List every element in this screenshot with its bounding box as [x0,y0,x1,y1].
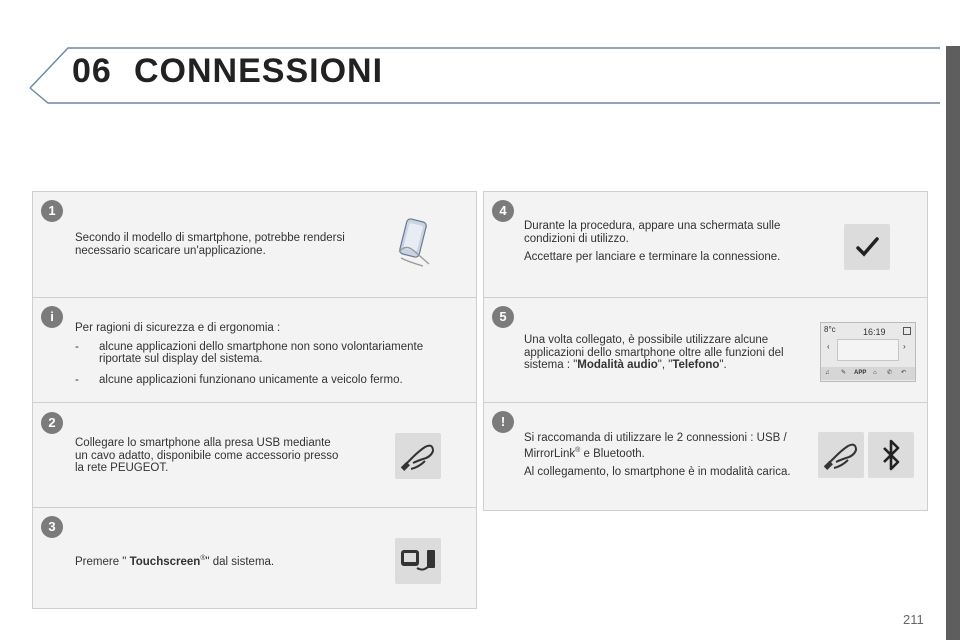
screen-bottom-bar [821,367,915,380]
step-2-text: Collegare lo smartphone alla presa USB mediante un cavo adatto, disponibile come accessorio presso la rete PEUGEOT. [75,437,339,474]
back-icon: ↶ [901,370,907,376]
bullet-dash: - [75,373,79,386]
screen-menu-icon [903,327,911,335]
warning-paragraph-1 [524,432,794,460]
list-item [75,374,467,387]
list-item [75,341,467,366]
chevron-left-icon: ‹ [827,342,830,351]
info-list [75,341,467,387]
list-item-text: alcune applicazioni funzionano unicamente a veicolo fermo. [99,373,403,386]
divider [33,297,476,298]
step-badge-5: 5 [492,306,514,328]
phone-icon: ✆ [887,370,893,376]
step-4-paragraph-2: Accettare per lanciare e terminare la connessione. [524,251,781,263]
usb-cable-icon [818,432,864,478]
page-number: 211 [903,612,924,627]
registered-mark: ® [575,446,581,454]
step-5-text-pre: Una volta collegato, è possibile utilizzare alcune applicazioni dello smartphone oltre alle funzioni del sistema : " [524,334,784,371]
step-badge-3: 3 [41,516,63,538]
chapter-number: 06 [72,52,112,90]
screen-time: 16:19 [863,327,886,337]
divider [484,297,927,298]
bluetooth-icon [868,432,914,478]
warning-text [524,432,794,484]
step-5-text-mid: ", " [657,359,673,371]
divider [33,402,476,403]
warning-text-post: e Bluetooth. [580,447,645,460]
divider [484,402,927,403]
step-3-text [75,553,375,568]
warning-text-pre: Si raccomanda di utilizzare le 2 connessioni : USB / MirrorLink [524,432,787,460]
left-column [32,191,477,609]
step-5-text [524,334,804,372]
touchscreen-label: Touchscreen [129,555,201,568]
warning-paragraph-2: Al collegamento, lo smartphone è in modalità carica. [524,465,791,478]
step-4-paragraph-1: Durante la procedura, appare una schermata sulle condizioni di utilizzo. [524,220,781,245]
pencil-icon: ✎ [841,370,847,376]
info-badge: i [41,306,63,328]
step-4-text [524,220,794,270]
warning-badge: ! [492,411,514,433]
step-badge-1: 1 [41,200,63,222]
registered-mark: ® [200,555,206,562]
phone-hand-icon [389,214,447,272]
chapter-side-tab [946,46,960,640]
step-5-text-post: ". [719,359,727,371]
chapter-header [0,0,960,110]
step-badge-4: 4 [492,200,514,222]
chapter-title: CONNESSIONI [134,52,384,90]
info-text [75,322,467,394]
list-item-text: alcune applicazioni dello smartphone non sono volontariamente riportate sul display del sistema. [99,340,424,365]
step-3-text-post: " dal sistema. [205,555,275,568]
screen-app-label: APP [854,370,867,376]
screen-content-area [837,339,899,361]
audio-mode-label: Modalità audio [577,359,658,371]
head-unit-screen [820,322,916,382]
music-note-icon: ♫ [825,370,830,376]
right-column [483,191,928,511]
phone-label: Telefono [672,359,720,371]
divider [33,507,476,508]
step-3-text-pre: Premere " [75,555,130,568]
chevron-right-icon: › [903,342,906,351]
screen-temperature: 8°c [824,325,836,334]
bullet-dash: - [75,340,79,353]
step-1-text: Secondo il modello di smartphone, potrebbe rendersi necessario scaricare un'applicazione. [75,232,345,257]
usb-cable-icon [395,433,441,479]
info-intro: Per ragioni di sicurezza e di ergonomia : [75,322,281,334]
step-badge-2: 2 [41,412,63,434]
check-icon [844,224,890,270]
home-icon: ⌂ [873,370,877,376]
touchscreen-icon [395,538,441,584]
